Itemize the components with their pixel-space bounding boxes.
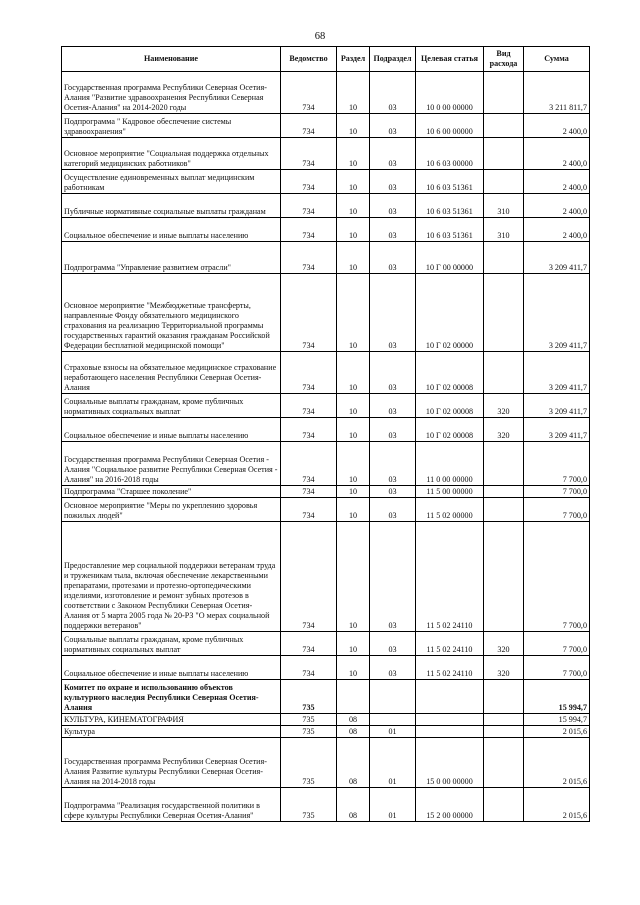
row-target-item-cell: 10 6 03 51361 <box>416 170 484 194</box>
row-amount-cell: 7 700,0 <box>524 442 590 486</box>
row-expense-type-cell <box>484 352 524 394</box>
row-department-cell: 735 <box>281 680 337 714</box>
row-target-item-cell: 11 5 00 00000 <box>416 486 484 498</box>
row-section-cell: 10 <box>337 218 370 242</box>
row-target-item-cell: 11 5 02 00000 <box>416 498 484 522</box>
row-target-item-cell <box>416 714 484 726</box>
col-header-expense-type: Вид расхода <box>484 47 524 72</box>
row-expense-type-cell <box>484 486 524 498</box>
row-amount-cell: 2 400,0 <box>524 170 590 194</box>
row-name-cell: Культура <box>62 726 281 738</box>
row-target-item-cell <box>416 726 484 738</box>
row-name-cell: Публичные нормативные социальные выплаты гражданам <box>62 194 281 218</box>
col-header-department: Ведомство <box>281 47 337 72</box>
row-department-cell: 734 <box>281 442 337 486</box>
table-row <box>62 218 590 242</box>
row-name-cell: Основное мероприятие "Социальная поддержка отдельных категорий медицинских работников" <box>62 138 281 170</box>
row-amount-cell: 2 400,0 <box>524 138 590 170</box>
row-amount-cell: 2 400,0 <box>524 194 590 218</box>
table-row <box>62 680 590 714</box>
row-department-cell: 734 <box>281 194 337 218</box>
row-section-cell: 08 <box>337 738 370 788</box>
table-row <box>62 498 590 522</box>
row-amount-cell: 7 700,0 <box>524 632 590 656</box>
row-target-item-cell: 10 Г 02 00008 <box>416 394 484 418</box>
table-row <box>62 114 590 138</box>
row-target-item-cell: 11 5 02 24110 <box>416 656 484 680</box>
row-expense-type-cell <box>484 726 524 738</box>
table-row <box>62 194 590 218</box>
row-department-cell: 734 <box>281 486 337 498</box>
row-section-cell: 10 <box>337 418 370 442</box>
table-row <box>62 656 590 680</box>
row-expense-type-cell: 310 <box>484 194 524 218</box>
row-section-cell: 10 <box>337 72 370 114</box>
row-department-cell: 735 <box>281 788 337 822</box>
row-name-cell: Социальные выплаты гражданам, кроме публичных нормативных социальных выплат <box>62 394 281 418</box>
table-row <box>62 738 590 788</box>
row-section-cell: 10 <box>337 352 370 394</box>
row-section-cell: 10 <box>337 486 370 498</box>
col-header-section: Раздел <box>337 47 370 72</box>
row-name-cell: Социальное обеспечение и иные выплаты населению <box>62 656 281 680</box>
table-row <box>62 418 590 442</box>
row-amount-cell: 15 994,7 <box>524 714 590 726</box>
row-name-cell: Комитет по охране и использованию объектов культурного наследия Республики Северная Осетия-Алания <box>62 680 281 714</box>
row-expense-type-cell <box>484 680 524 714</box>
row-section-cell: 10 <box>337 522 370 632</box>
row-section-cell: 10 <box>337 170 370 194</box>
row-amount-cell: 7 700,0 <box>524 522 590 632</box>
row-name-cell: Подпрограмма "Реализация государственной политики в сфере культуры Республики Северная Осетия-Алания" <box>62 788 281 822</box>
row-target-item-cell: 10 Г 02 00008 <box>416 352 484 394</box>
row-amount-cell: 2 400,0 <box>524 218 590 242</box>
row-department-cell: 734 <box>281 138 337 170</box>
table-row <box>62 138 590 170</box>
row-section-cell <box>337 680 370 714</box>
row-amount-cell: 3 209 411,7 <box>524 418 590 442</box>
row-subsection-cell: 03 <box>370 442 416 486</box>
row-subsection-cell: 03 <box>370 218 416 242</box>
row-amount-cell: 2 400,0 <box>524 114 590 138</box>
row-subsection-cell: 03 <box>370 498 416 522</box>
table-row <box>62 442 590 486</box>
row-target-item-cell: 11 5 02 24110 <box>416 522 484 632</box>
row-expense-type-cell <box>484 138 524 170</box>
row-name-cell: Подпрограмма " Кадровое обеспечение системы здравоохранения" <box>62 114 281 138</box>
row-expense-type-cell: 320 <box>484 656 524 680</box>
row-name-cell: Социальные выплаты гражданам, кроме публичных нормативных социальных выплат <box>62 632 281 656</box>
row-name-cell: Государственная программа Республики Северная Осетия-Алания "Развитие здравоохранения Республики Северная Осетия-Алания" на 2014-2020 годы <box>62 72 281 114</box>
row-expense-type-cell <box>484 788 524 822</box>
row-department-cell: 735 <box>281 714 337 726</box>
row-section-cell: 10 <box>337 194 370 218</box>
row-subsection-cell: 03 <box>370 114 416 138</box>
row-subsection-cell: 03 <box>370 194 416 218</box>
table-header-row <box>62 47 590 72</box>
row-expense-type-cell <box>484 738 524 788</box>
row-name-cell: Государственная программа Республики Северная Осетия - Алания "Социальное развитие Республики Северная Осетия - Алания" на 2016-2018 годы <box>62 442 281 486</box>
row-subsection-cell: 03 <box>370 632 416 656</box>
row-department-cell: 735 <box>281 726 337 738</box>
row-expense-type-cell <box>484 242 524 274</box>
row-subsection-cell: 03 <box>370 138 416 170</box>
row-target-item-cell: 11 0 00 00000 <box>416 442 484 486</box>
row-section-cell: 10 <box>337 138 370 170</box>
row-name-cell: Социальное обеспечение и иные выплаты населению <box>62 418 281 442</box>
row-amount-cell: 3 209 411,7 <box>524 274 590 352</box>
row-section-cell: 10 <box>337 498 370 522</box>
row-amount-cell: 7 700,0 <box>524 656 590 680</box>
row-subsection-cell: 03 <box>370 170 416 194</box>
row-subsection-cell <box>370 714 416 726</box>
row-name-cell: Основное мероприятие "Межбюджетные трансферты, направленные Фонду обязательного медицинского страхования на реализацию Территориальной программы государственных гарантий оказания гражданам Российской Федерации бесплатной медицинской помощи" <box>62 274 281 352</box>
table-row <box>62 352 590 394</box>
row-department-cell: 734 <box>281 352 337 394</box>
row-name-cell: Осуществление единовременных выплат медицинским работникам <box>62 170 281 194</box>
row-department-cell: 734 <box>281 218 337 242</box>
row-name-cell: Социальное обеспечение и иные выплаты населению <box>62 218 281 242</box>
row-expense-type-cell: 320 <box>484 418 524 442</box>
row-target-item-cell: 15 0 00 00000 <box>416 738 484 788</box>
row-name-cell: Государственная программа Республики Северная Осетия-Алания Развитие культуры Республики Северная Осетия-Алания на 2014-2018 годы <box>62 738 281 788</box>
row-subsection-cell: 03 <box>370 522 416 632</box>
row-amount-cell: 7 700,0 <box>524 498 590 522</box>
row-department-cell: 735 <box>281 738 337 788</box>
row-target-item-cell: 10 6 00 00000 <box>416 114 484 138</box>
row-section-cell: 08 <box>337 714 370 726</box>
row-department-cell: 734 <box>281 72 337 114</box>
row-expense-type-cell <box>484 498 524 522</box>
row-expense-type-cell <box>484 442 524 486</box>
row-expense-type-cell <box>484 274 524 352</box>
table-row <box>62 72 590 114</box>
row-subsection-cell <box>370 680 416 714</box>
row-name-cell: Страховые взносы на обязательное медицинское страхование неработающего населения Республики Северная Осетия-Алания <box>62 352 281 394</box>
row-section-cell: 10 <box>337 274 370 352</box>
row-subsection-cell: 03 <box>370 656 416 680</box>
row-target-item-cell: 10 Г 02 00008 <box>416 418 484 442</box>
row-section-cell: 08 <box>337 726 370 738</box>
table-row <box>62 632 590 656</box>
row-name-cell: КУЛЬТУРА, КИНЕМАТОГРАФИЯ <box>62 714 281 726</box>
row-expense-type-cell <box>484 72 524 114</box>
row-target-item-cell: 10 6 03 51361 <box>416 218 484 242</box>
table-row <box>62 394 590 418</box>
row-department-cell: 734 <box>281 242 337 274</box>
row-department-cell: 734 <box>281 170 337 194</box>
row-department-cell: 734 <box>281 656 337 680</box>
row-target-item-cell: 10 6 03 51361 <box>416 194 484 218</box>
row-amount-cell: 2 015,6 <box>524 726 590 738</box>
row-subsection-cell: 03 <box>370 352 416 394</box>
table-row <box>62 486 590 498</box>
row-section-cell: 10 <box>337 442 370 486</box>
col-header-subsection: Подраздел <box>370 47 416 72</box>
row-department-cell: 734 <box>281 394 337 418</box>
row-section-cell: 08 <box>337 788 370 822</box>
row-amount-cell: 7 700,0 <box>524 486 590 498</box>
row-expense-type-cell <box>484 114 524 138</box>
table-row <box>62 788 590 822</box>
page-number: 68 <box>314 31 326 42</box>
row-subsection-cell: 03 <box>370 394 416 418</box>
row-expense-type-cell: 320 <box>484 394 524 418</box>
row-department-cell: 734 <box>281 522 337 632</box>
row-name-cell: Предоставление мер социальной поддержки ветеранам труда и труженикам тыла, включая обеспечение лекарственными препаратами, протезами и протезно-ортопедическими изделиями, изготовление и ремонт зубных протезов в соответствии с Законом Республики Северная Осетия-Алания от 5 марта 2005 года № 20-РЗ "О мерах социальной поддержки ветеранов" <box>62 522 281 632</box>
budget-table <box>61 46 590 822</box>
row-subsection-cell: 03 <box>370 486 416 498</box>
row-name-cell: Подпрограмма "Управление развитием отрасли" <box>62 242 281 274</box>
row-target-item-cell: 10 Г 00 00000 <box>416 242 484 274</box>
row-target-item-cell: 15 2 00 00000 <box>416 788 484 822</box>
table-row <box>62 714 590 726</box>
row-amount-cell: 2 015,6 <box>524 788 590 822</box>
row-department-cell: 734 <box>281 498 337 522</box>
row-section-cell: 10 <box>337 242 370 274</box>
col-header-amount: Сумма <box>524 47 590 72</box>
row-amount-cell: 3 209 411,7 <box>524 394 590 418</box>
row-section-cell: 10 <box>337 632 370 656</box>
row-name-cell: Основное мероприятие "Меры по укреплению здоровья пожилых людей" <box>62 498 281 522</box>
row-subsection-cell: 03 <box>370 72 416 114</box>
row-subsection-cell: 03 <box>370 418 416 442</box>
row-subsection-cell: 01 <box>370 738 416 788</box>
row-department-cell: 734 <box>281 418 337 442</box>
row-section-cell: 10 <box>337 656 370 680</box>
row-target-item-cell: 11 5 02 24110 <box>416 632 484 656</box>
col-header-target-item: Целевая статья <box>416 47 484 72</box>
row-subsection-cell: 01 <box>370 788 416 822</box>
table-row <box>62 170 590 194</box>
row-expense-type-cell: 320 <box>484 632 524 656</box>
row-expense-type-cell <box>484 522 524 632</box>
table-row <box>62 522 590 632</box>
row-expense-type-cell: 310 <box>484 218 524 242</box>
table-row <box>62 274 590 352</box>
row-expense-type-cell <box>484 714 524 726</box>
row-subsection-cell: 03 <box>370 274 416 352</box>
row-amount-cell: 15 994,7 <box>524 680 590 714</box>
row-amount-cell: 3 209 411,7 <box>524 242 590 274</box>
table-row <box>62 242 590 274</box>
row-subsection-cell: 03 <box>370 242 416 274</box>
row-target-item-cell <box>416 680 484 714</box>
row-amount-cell: 3 211 811,7 <box>524 72 590 114</box>
row-section-cell: 10 <box>337 114 370 138</box>
col-header-name: Наименование <box>62 47 281 72</box>
row-section-cell: 10 <box>337 394 370 418</box>
row-amount-cell: 3 209 411,7 <box>524 352 590 394</box>
row-target-item-cell: 10 Г 02 00000 <box>416 274 484 352</box>
row-name-cell: Подпрограмма "Старшее поколение" <box>62 486 281 498</box>
row-expense-type-cell <box>484 170 524 194</box>
row-department-cell: 734 <box>281 114 337 138</box>
table-row <box>62 726 590 738</box>
row-target-item-cell: 10 6 03 00000 <box>416 138 484 170</box>
row-target-item-cell: 10 0 00 00000 <box>416 72 484 114</box>
row-subsection-cell: 01 <box>370 726 416 738</box>
row-amount-cell: 2 015,6 <box>524 738 590 788</box>
row-department-cell: 734 <box>281 632 337 656</box>
row-department-cell: 734 <box>281 274 337 352</box>
